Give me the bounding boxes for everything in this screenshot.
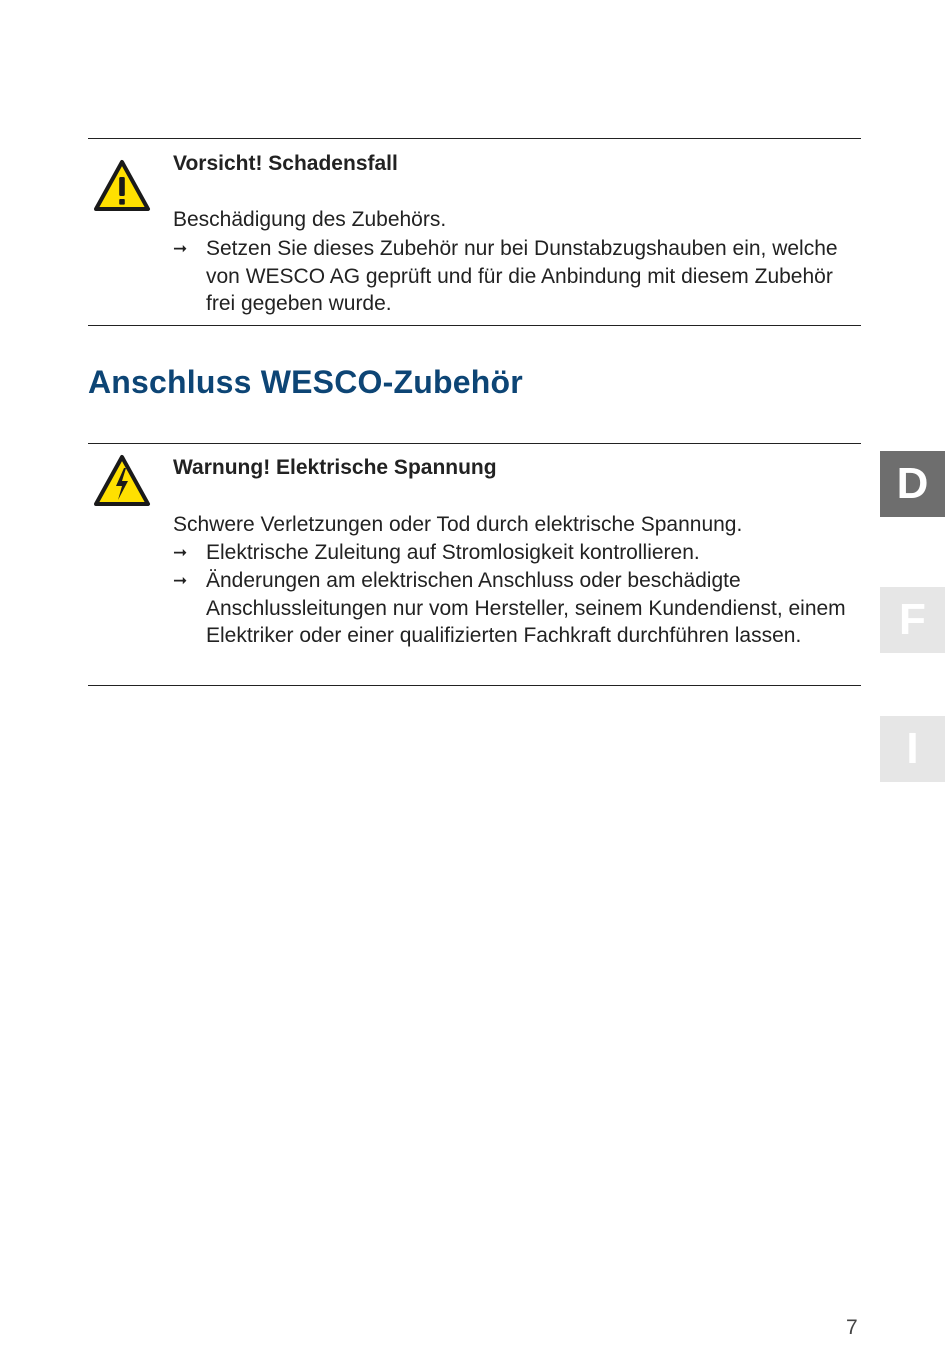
warning-notice	[88, 443, 861, 686]
page-number: 7	[846, 1316, 858, 1339]
caution-notice	[88, 138, 861, 326]
language-tab-d[interactable]: D	[880, 451, 945, 517]
section-heading: Anschluss WESCO-Zubehör	[88, 364, 523, 400]
arrow-right-icon: ➞	[173, 571, 188, 590]
caution-description: Beschädigung des Zubehörs.	[173, 208, 447, 231]
warning-description: Schwere Verletzungen oder Tod durch elektrische Spannung.	[173, 513, 743, 536]
caution-step-text: Setzen Sie dieses Zubehör nur bei Dunstabzugshauben ein, welche von WESCO AG geprüft und für die Anbindung mit diesem Zubehör frei gegeben wurde.	[206, 237, 838, 315]
warning-step-text: Änderungen am elektrischen Anschluss oder beschädigte Anschlussleitungen nur vom Hersteller, seinem Kundendienst, einem Elektriker oder einer qualifizierten Fachkraft durchführen lassen.	[206, 569, 846, 647]
caution-title: Vorsicht! Schadensfall	[173, 152, 398, 175]
arrow-right-icon: ➞	[173, 543, 188, 562]
arrow-right-icon: ➞	[173, 239, 188, 258]
language-tab-f[interactable]: F	[880, 587, 945, 653]
warning-title: Warnung! Elektrische Spannung	[173, 456, 497, 479]
warning-exclamation-icon	[93, 158, 151, 214]
electric-hazard-icon	[93, 453, 151, 509]
language-tab-i[interactable]: I	[880, 716, 945, 782]
warning-step-text: Elektrische Zuleitung auf Stromlosigkeit kontrollieren.	[206, 541, 700, 564]
